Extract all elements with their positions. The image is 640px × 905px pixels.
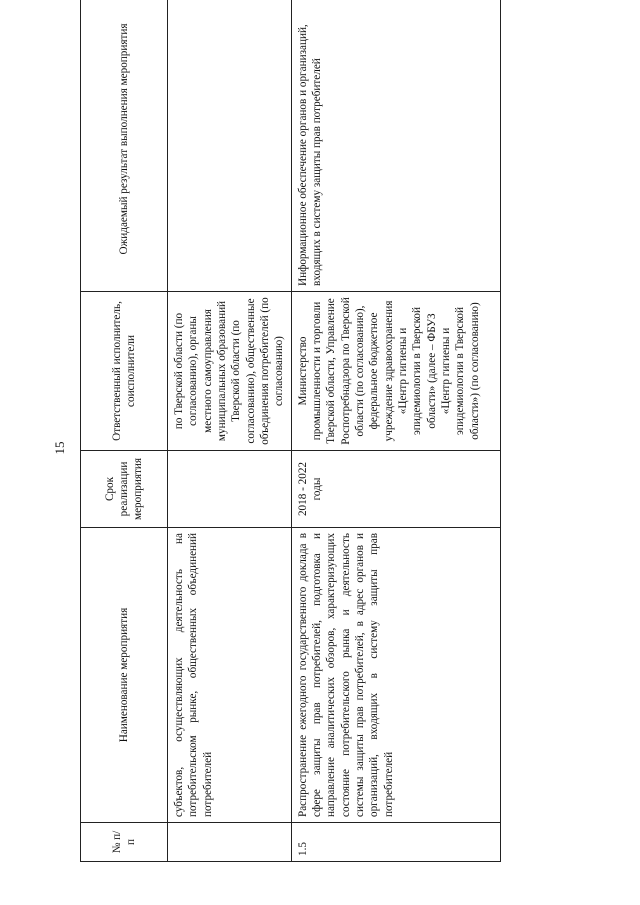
row-executor: по Тверской области (по согласованию), органы местного самоуправления муниципальных образований Тверской области (по согласованию), общественные объединения потребителей (по согласованию) [168,292,292,451]
header-number: № п/п [81,823,168,862]
header-executor: Ответственный исполнитель, соисполнители [81,292,168,451]
table-row [168,0,292,862]
row-result: Информационное обеспечение органов и организаций, входящих в систему защиты прав потребителей [291,0,500,292]
table-row [291,0,500,862]
row-result [168,0,292,292]
measures-table [80,0,501,862]
row-term: 2018 - 2022 годы [291,451,500,528]
page-number: 15 [52,441,67,455]
row-executor: Министерство промышленности и торговли Тверской области, Управление Роспотребнадзора по Тверской области (по согласованию), федеральное бюджетное учреждение здравоохранения «Центр гигиены и эпидемиологии в Тверской области» (далее – ФБУЗ «Центр гигиены и эпидемиологии в Тверской области») (по согласованию) [291,292,500,451]
rotated-page-content [80,23,560,862]
header-measure-name: Наименование мероприятия [81,528,168,823]
header-result: Ожидаемый результат выполнения мероприятия [81,0,168,292]
header-term: Срок реализации мероприятия [81,451,168,528]
row-measure-name: субъектов, осуществляющих деятельность на потребительском рынке, общественных объединений потребителей [168,528,292,823]
row-term [168,451,292,528]
row-measure-name: Распространение ежегодного государственного доклада в сфере защиты прав потребителей, подготовка и направление аналитических обзоров, характеризующих состояние потребительского рынка и деятельность системы защиты прав потребителей, в адрес органов и организаций, входящих в систему защиты прав потребителей [291,528,500,823]
row-number: 1.5 [291,823,500,862]
row-number [168,823,292,862]
table-header-row [81,0,168,862]
